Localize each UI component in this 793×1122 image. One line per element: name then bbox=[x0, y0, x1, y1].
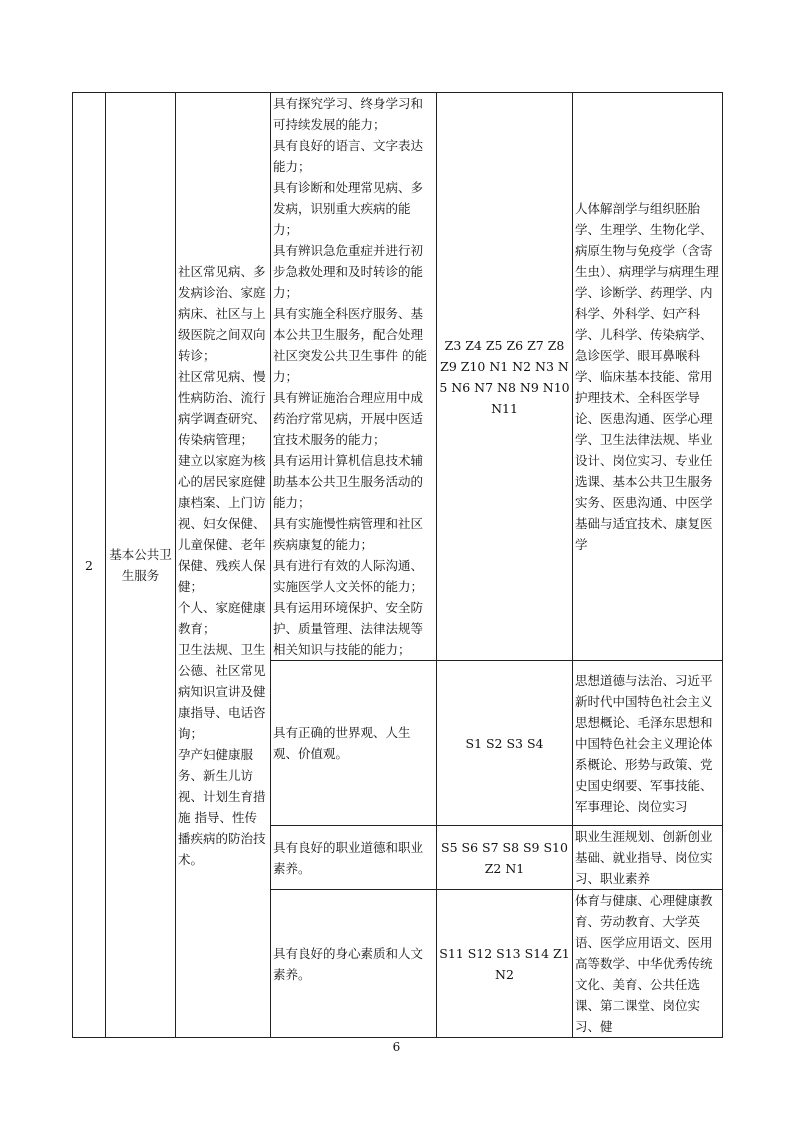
page-number: 6 bbox=[392, 1040, 401, 1054]
abilities-cell bbox=[271, 661, 437, 826]
ability-item: 具有探究学习、终身学习和可持续发展的能力； bbox=[273, 96, 424, 132]
job-task: 社区常见病、多发病诊治、家庭病床、社区与上级医院之间双向转诊； bbox=[178, 263, 266, 363]
course-list: 体育与健康、心理健康教育、劳动教育、大学英语、医学应用语文、医用高等数学、中华优秀传统文化、美育、公共任选课、第二课堂、岗位实习、健 bbox=[573, 890, 723, 1038]
ability-item: 具有辨证施治合理应用中成药治疗常见病，开展中医适宜技术服务的能力； bbox=[273, 390, 424, 447]
job-tasks-cell bbox=[176, 93, 271, 1038]
ability-item: 具有实施慢性病管理和社区疾病康复的能力； bbox=[273, 516, 424, 552]
course-list: 人体解剖学与组织胚胎学、生理学、生物化学、病原生物与免疫学（含寄生虫）、病理学与病理生理学、诊断学、药理学、内科学、外科学、妇产科学、儿科学、传染病学、急诊医学、眼耳鼻喉科学、临床基本技能、常用护理技术、全科医学导论、医患沟通、医学心理学、卫生法律法规、毕业设计、岗位实习、专业任选课、基本公共卫生服务实务、医患沟通、中医学基础与适宜技术、康复医学 bbox=[573, 93, 723, 661]
course-list: 职业生涯规划、创新创业基础、就业指导、岗位实习、职业素养 bbox=[573, 826, 723, 890]
ability-item: 具有运用环境保护、安全防护、质量管理、法律法规等相关知识与技能的能力； bbox=[273, 600, 424, 657]
curriculum-table bbox=[72, 92, 723, 1038]
job-task: 建立以家庭为核心的居民家庭健康档案、上门访视、妇女保健、儿童保健、老年保健、残疾人保健； bbox=[178, 452, 266, 594]
row-number: 2 bbox=[73, 93, 106, 1038]
ability-item: 具有良好的语言、文字表达能力； bbox=[273, 138, 424, 174]
indicator-codes: S5 S6 S7 S8 S9 S10 Z2 N1 bbox=[437, 826, 573, 890]
table-row bbox=[73, 93, 723, 661]
job-task: 社区常见病、慢性病防治、流行病学调查研究、传染病管理； bbox=[178, 368, 266, 447]
abilities-cell bbox=[271, 93, 437, 661]
job-task: 个人、家庭健康教育； bbox=[178, 599, 266, 636]
ability-item: 具有实施全科医疗服务、基本公共卫生服务，配合处理社区突发公共卫生事件 的能力； bbox=[273, 306, 427, 384]
ability-item: 具有进行有效的人际沟通、实施医学人文关怀的能力； bbox=[273, 558, 424, 594]
ability-item: 具有辨识急危重症并进行初步急救处理和及时转诊的能力； bbox=[273, 243, 424, 300]
ability-item: 具有良好的身心素质和人文素养。 bbox=[273, 945, 424, 982]
work-area: 基本公共卫生服务 bbox=[106, 93, 176, 1038]
ability-item: 具有正确的世界观、人生观、价值观。 bbox=[273, 725, 411, 761]
abilities-cell bbox=[271, 890, 437, 1038]
ability-item: 具有良好的职业道德和职业素养。 bbox=[273, 839, 424, 876]
job-task: 孕产妇健康服务、新生儿访视、计划生育措施 指导、性传播疾病的防治技术。 bbox=[178, 746, 266, 867]
indicator-codes: S11 S12 S13 S14 Z1 N2 bbox=[437, 890, 573, 1038]
indicator-codes: S1 S2 S3 S4 bbox=[437, 661, 573, 826]
abilities-cell bbox=[271, 826, 437, 890]
course-list: 思想道德与法治、习近平新时代中国特色社会主义思想概论、毛泽东思想和中国特色社会主义理论体系概论、形势与政策、党史国史纲要、军事技能、军事理论、岗位实习 bbox=[573, 661, 723, 826]
job-task: 卫生法规、卫生公德、社区常见病知识宣讲及健康指导、电话咨询； bbox=[178, 641, 266, 741]
indicator-codes: Z3 Z4 Z5 Z6 Z7 Z8 Z9 Z10 N1 N2 N3 N5 N6 N7 N8 N9 N10 N11 bbox=[437, 93, 573, 661]
ability-item: 具有诊断和处理常见病、多发病，识别重大疾病的能力； bbox=[273, 180, 424, 237]
ability-item: 具有运用计算机信息技术辅助基本公共卫生服务活动的能力； bbox=[273, 453, 424, 510]
